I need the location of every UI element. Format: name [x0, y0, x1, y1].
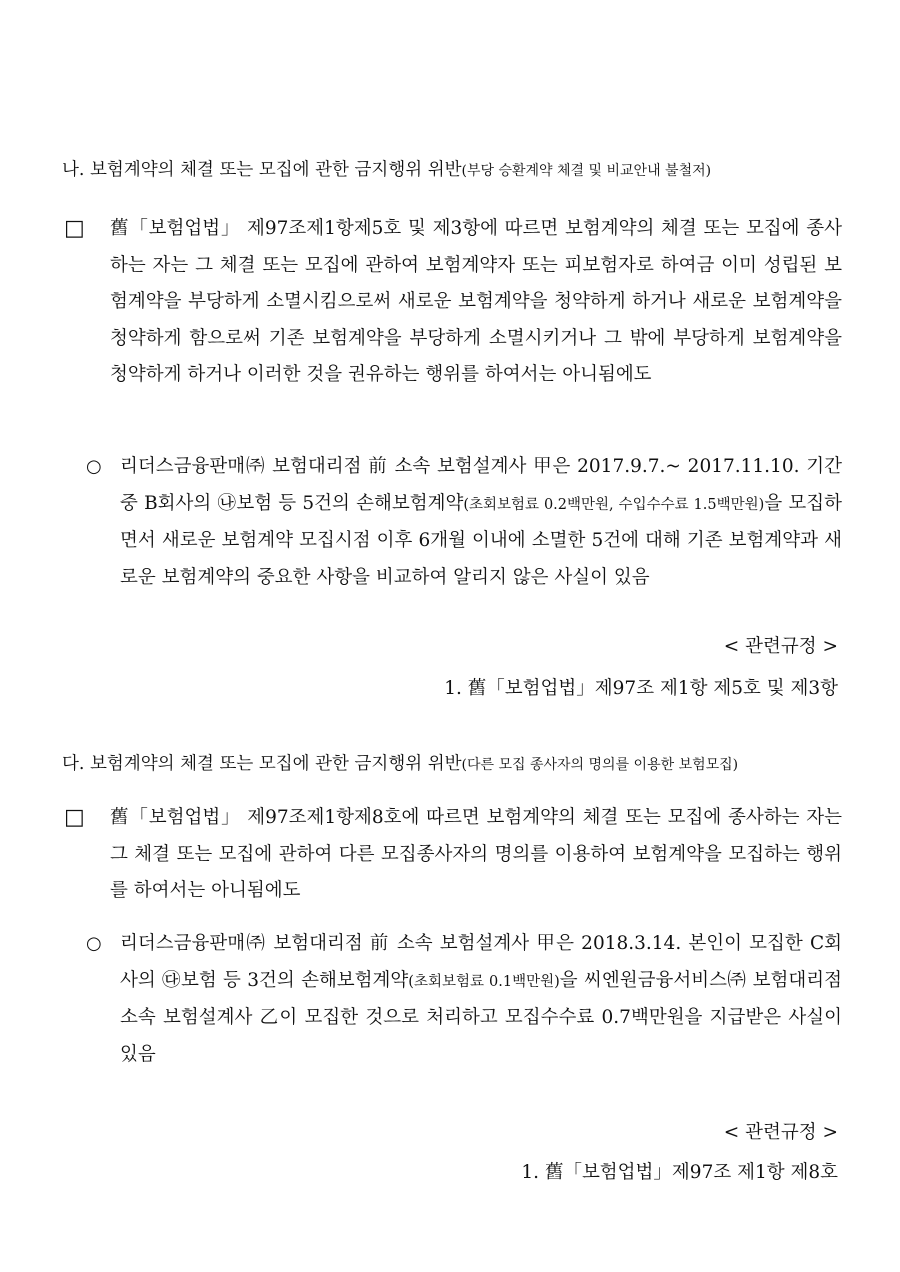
bullet-circle-icon: ○ — [86, 456, 102, 477]
section-da-finding-text-1: 리더스금융판매㈜ 보험대리점 前 소속 보험설계사 甲은 2018.3.14. 본인이 모집한 C회사의 ㉰보험 등 3건의 손해보험계약 — [120, 933, 842, 991]
section-da-title-note: (다른 모집 종사자의 명의를 이용한 보험모집) — [461, 757, 739, 773]
section-na-finding-text-1: 리더스금융판매㈜ 보험대리점 前 소속 보험설계사 甲은 2017.9.7.~ 2017.11.10. 기간 중 B회사의 ㉯보험 등 5건의 손해보험계약 — [120, 456, 842, 514]
section-da-rule-text: 舊「보험업법」 제97조제1항제8호에 따르면 보험계약의 체결 또는 모집에 종사하는 자는 그 체결 또는 모집에 관하여 다른 모집종사자의 명의를 이용하여 보험계약을 모집하는 행위를 하여서는 아니됨에도 — [110, 807, 842, 901]
section-na-finding — [62, 449, 842, 634]
section-da-regulation-label: < 관련규정 > — [723, 1122, 838, 1143]
section-na-finding-note: (초회보험료 0.2백만원, 수입수수료 1.5백만원) — [463, 496, 765, 513]
bullet-circle-icon: ○ — [86, 933, 102, 954]
section-da-finding — [62, 926, 842, 1076]
section-na-title-text: 나. 보험계약의 체결 또는 모집에 관한 금지행위 위반 — [62, 160, 462, 180]
checkbox-square-icon: □ — [64, 805, 85, 830]
section-da-regulation-item: 1. 舊「보험업법」제97조 제1항 제8호 — [521, 1162, 838, 1183]
section-da-finding-note: (초회보험료 0.1백만원) — [408, 973, 560, 990]
section-na-regulation-label: < 관련규정 > — [723, 636, 838, 657]
section-da-finding-text — [120, 926, 842, 1073]
section-na-regulation-item: 1. 舊「보험업법」제97조 제1항 제5호 및 제3항 — [444, 678, 838, 699]
checkbox-square-icon: □ — [64, 216, 85, 241]
section-na-finding-text-2: 을 모집하면서 새로운 보험계약 모집시점 이후 6개월 이내에 소멸한 5건에 대해 기존 보험계약과 새로운 보험계약의 중요한 사항을 비교하여 알리지 않은 사실이 있음 — [120, 492, 843, 588]
section-na-finding-text — [120, 449, 842, 596]
section-da-title — [62, 752, 862, 777]
section-na-rule — [62, 211, 842, 431]
section-na-title — [62, 158, 862, 183]
section-na-rule-text: 舊「보험업법」 제97조제1항제5호 및 제3항에 따르면 보험계약의 체결 또는 모집에 종사하는 자는 그 체결 또는 모집에 관하여 보험계약자 또는 피보험자로 하여금 이미 성립된 보험계약을 부당하게 소멸시킴으로써 새로운 보험계약을 청약하게 하거나 새로운 보험계약을 청약하게 함으로써 기존 보험계약을 부당하게 소멸시키거나 그 밖에 부당하게 보험계약을 청약하게 하거나 이러한 것을 권유하는 행위를 하여서는 아니됨에도 — [110, 218, 842, 385]
section-na-title-note: (부당 승환계약 체결 및 비교안내 불철저) — [461, 163, 712, 179]
section-da-title-text: 다. 보험계약의 체결 또는 모집에 관한 금지행위 위반 — [62, 754, 462, 774]
section-da-finding-text-2: 을 씨엔원금융서비스㈜ 보험대리점 소속 보험설계사 乙이 모집한 것으로 처리하고 모집수수료 0.7백만원을 지급받은 사실이 있음 — [120, 969, 842, 1065]
section-da-rule — [62, 800, 842, 915]
